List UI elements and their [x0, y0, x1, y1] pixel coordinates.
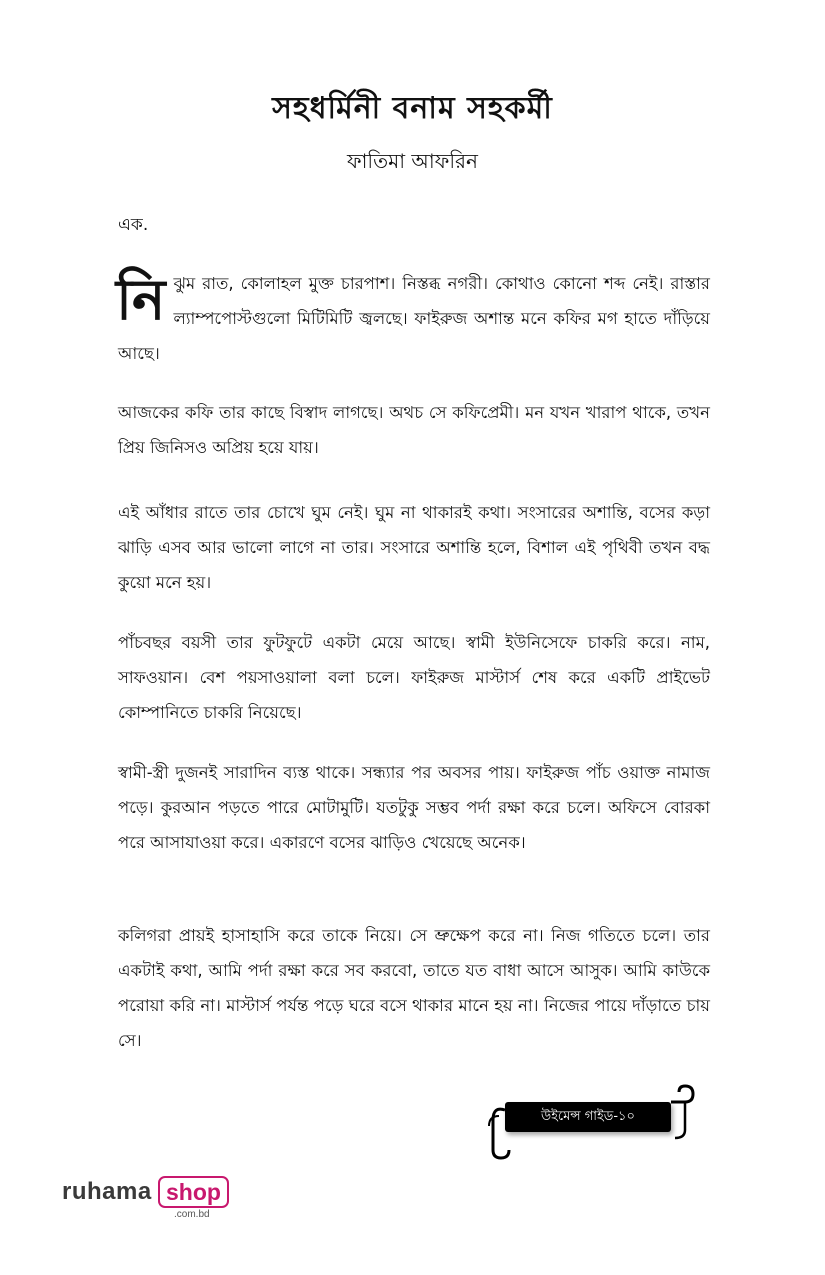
- paragraph-3: এই আঁধার রাতে তার চোখে ঘুম নেই। ঘুম না থাকারই কথা। সংসারের অশান্তি, বসের কড়া ঝাড়ি এসব আর ভালো লাগে না তার। সংসারে অশান্তি হলে, বিশাল এই পৃথিবী তখন বদ্ধ কুয়ো মনে হয়।: [118, 503, 710, 592]
- paragraph-1-text: ঝুম রাত, কোলাহল মুক্ত চারপাশ। নিস্তব্ধ নগরী। কোথাও কোনো শব্দ নেই। রাস্তার ল্যাম্পপোস্টগুলো মিটিমিটি জ্বলছে। ফাইরুজ অশান্ত মনে কফির মগ হাতে দাঁড়িয়ে আছে।: [118, 274, 710, 363]
- page-footer-scroll: [475, 1080, 707, 1160]
- author-name: ফাতিমা আফরিন: [346, 149, 478, 173]
- logo-badge: shop: [158, 1176, 229, 1208]
- paragraph-5: স্বামী-স্ত্রী দুজনই সারাদিন ব্যস্ত থাকে। সন্ধ্যার পর অবসর পায়। ফাইরুজ পাঁচ ওয়াক্ত নামাজ পড়ে। কুরআন পড়তে পারে মোটামুটি। যতটুকু সম্ভব পর্দা রক্ষা করে চলে। অফিসে বোরকা পরে আসাযাওয়া করে। একারণে বসের ঝাড়িও খেয়েছে অনেক।: [118, 763, 710, 852]
- chapter-title: সহধর্মিনী বনাম সহকর্মী: [272, 91, 553, 126]
- drop-cap: নি: [116, 267, 166, 333]
- page-label: উইমেন্স গাইড-১০: [505, 1102, 671, 1132]
- paragraph-1: [118, 266, 710, 371]
- paragraph-4: পাঁচবছর বয়সী তার ফুটফুটে একটা মেয়ে আছে। স্বামী ইউনিসেফে চাকরি করে। নাম, সাফওয়ান। বেশ পয়সাওয়ালা বলা চলে। ফাইরুজ মাস্টার্স শেষ করে একটি প্রাইভেট কোম্পানিতে চাকরি নিয়েছে।: [118, 633, 710, 722]
- paragraph-6: কলিগরা প্রায়ই হাসাহাসি করে তাকে নিয়ে। সে ভ্রুক্ষেপ করে না। নিজ গতিতে চলে। তার একটাই কথা, আমি পর্দা রক্ষা করে সব করবো, তাতে যত বাধা আসে আসুক। আমি কাউকে পরোয়া করি না। মাস্টার্স পর্যন্ত পড়ে ঘরে বসে থাকার মানে হয় না। নিজের পায়ে দাঁড়াতে চায় সে।: [118, 926, 710, 1050]
- logo-suffix: .com.bd: [174, 1209, 210, 1220]
- section-label: এক.: [118, 215, 149, 235]
- logo-name: ruhama: [62, 1178, 152, 1205]
- paragraph-2: আজকের কফি তার কাছে বিস্বাদ লাগছে। অথচ সে কফিপ্রেমী। মন যখন খারাপ থাকে, তখন প্রিয় জিনিসও অপ্রিয় হয়ে যায়।: [118, 403, 710, 457]
